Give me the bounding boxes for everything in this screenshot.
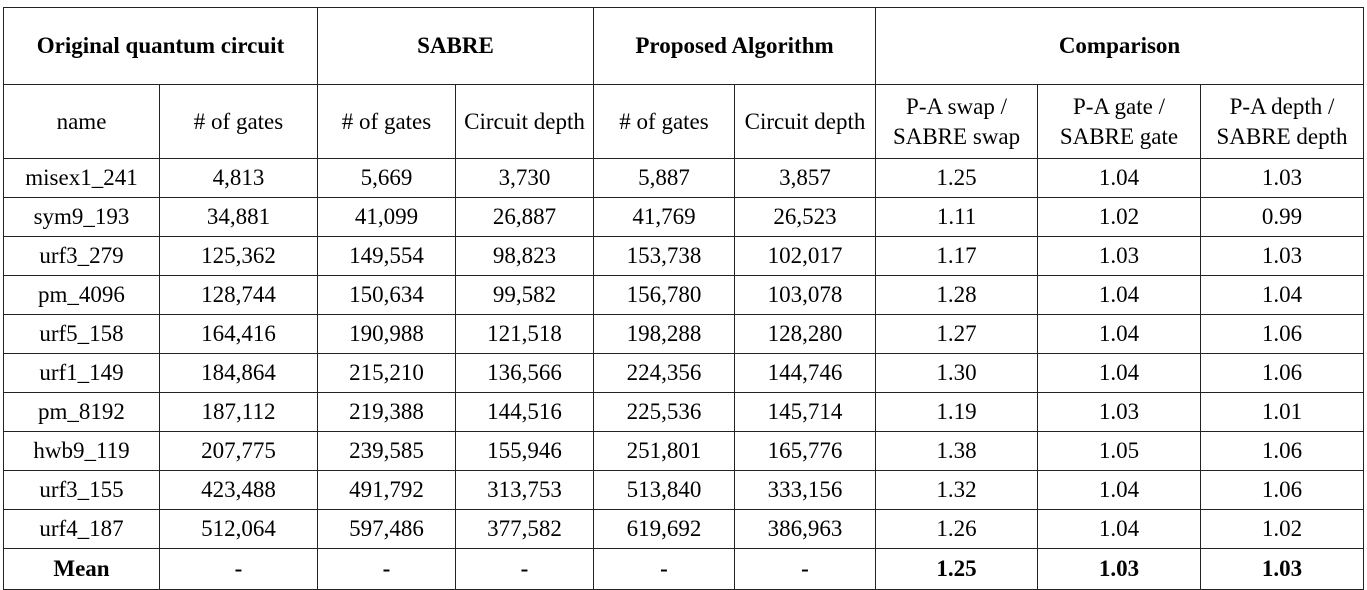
- original-gates-cell: 423,488: [160, 471, 318, 510]
- proposed-gates-cell: 619,692: [594, 510, 735, 549]
- col-header-gate-ratio: [1038, 85, 1201, 159]
- circuit-name-cell: hwb9_119: [4, 432, 160, 471]
- group-header-proposed: Proposed Algorithm: [594, 8, 876, 85]
- col-header-swap-ratio-line1: P-A swap /: [906, 93, 1007, 119]
- proposed-gates-cell: 41,769: [594, 198, 735, 237]
- table-row: [4, 237, 1364, 276]
- sabre-gates-cell: 5,669: [318, 159, 456, 198]
- circuit-name-cell: urf4_187: [4, 510, 160, 549]
- depth-ratio-cell: 1.03: [1201, 237, 1364, 276]
- original-gates-cell: 4,813: [160, 159, 318, 198]
- col-header-sabre-depth-text: Circuit depth: [464, 108, 585, 134]
- group-header-row: [4, 8, 1364, 85]
- table-row: [4, 510, 1364, 549]
- gate-ratio-cell: 1.02: [1038, 198, 1201, 237]
- col-header-proposed-gates-text: # of gates: [619, 108, 709, 134]
- proposed-depth-cell: 165,776: [735, 432, 876, 471]
- col-header-proposed-gates: [594, 85, 735, 159]
- proposed-depth-cell: 3,857: [735, 159, 876, 198]
- swap-ratio-cell: 1.25: [876, 159, 1038, 198]
- group-header-original: Original quantum circuit: [4, 8, 318, 85]
- sabre-gates-cell: 190,988: [318, 315, 456, 354]
- col-header-sabre-gates-text: # of gates: [341, 108, 432, 134]
- swap-ratio-cell: 1.30: [876, 354, 1038, 393]
- col-header-original-gates-text: # of gates: [193, 108, 284, 134]
- proposed-gates-cell: 224,356: [594, 354, 735, 393]
- table-row: [4, 276, 1364, 315]
- original-gates-cell: 512,064: [160, 510, 318, 549]
- col-header-swap-ratio-line2: SABRE swap: [892, 123, 1021, 149]
- group-header-comparison: Comparison: [876, 8, 1364, 85]
- col-header-sabre-depth: [456, 85, 594, 159]
- mean-value-cell: -: [594, 549, 735, 590]
- sabre-gates-cell: 219,388: [318, 393, 456, 432]
- proposed-depth-cell: 102,017: [735, 237, 876, 276]
- gate-ratio-cell: 1.05: [1038, 432, 1201, 471]
- sabre-depth-cell: 377,582: [456, 510, 594, 549]
- depth-ratio-cell: 1.03: [1201, 159, 1364, 198]
- sabre-depth-cell: 3,730: [456, 159, 594, 198]
- table-row: [4, 159, 1364, 198]
- sabre-depth-cell: 99,582: [456, 276, 594, 315]
- swap-ratio-cell: 1.19: [876, 393, 1038, 432]
- mean-value-cell: 1.25: [876, 549, 1038, 590]
- mean-value-cell: 1.03: [1038, 549, 1201, 590]
- swap-ratio-cell: 1.38: [876, 432, 1038, 471]
- table-row: [4, 354, 1364, 393]
- depth-ratio-cell: 1.06: [1201, 354, 1364, 393]
- proposed-gates-cell: 156,780: [594, 276, 735, 315]
- sabre-depth-cell: 98,823: [456, 237, 594, 276]
- table-row: [4, 393, 1364, 432]
- proposed-gates-cell: 5,887: [594, 159, 735, 198]
- table-body: [4, 159, 1364, 590]
- circuit-name-cell: urf3_155: [4, 471, 160, 510]
- circuit-name-cell: urf1_149: [4, 354, 160, 393]
- sabre-gates-cell: 215,210: [318, 354, 456, 393]
- proposed-depth-cell: 145,714: [735, 393, 876, 432]
- depth-ratio-cell: 1.06: [1201, 315, 1364, 354]
- proposed-gates-cell: 198,288: [594, 315, 735, 354]
- sabre-depth-cell: 136,566: [456, 354, 594, 393]
- col-header-swap-ratio: [876, 85, 1038, 159]
- mean-row: [4, 549, 1364, 590]
- original-gates-cell: 184,864: [160, 354, 318, 393]
- table-row: [4, 471, 1364, 510]
- mean-value-cell: -: [160, 549, 318, 590]
- swap-ratio-cell: 1.11: [876, 198, 1038, 237]
- sabre-gates-cell: 597,486: [318, 510, 456, 549]
- col-header-depth-ratio-line1: P-A depth /: [1229, 93, 1335, 119]
- sabre-depth-cell: 144,516: [456, 393, 594, 432]
- col-header-name: [4, 85, 160, 159]
- mean-value-cell: -: [318, 549, 456, 590]
- gate-ratio-cell: 1.03: [1038, 237, 1201, 276]
- mean-value-cell: -: [456, 549, 594, 590]
- col-header-depth-ratio-line2: SABRE depth: [1216, 123, 1348, 149]
- gate-ratio-cell: 1.04: [1038, 159, 1201, 198]
- sabre-gates-cell: 149,554: [318, 237, 456, 276]
- sabre-gates-cell: 150,634: [318, 276, 456, 315]
- mean-label-cell: Mean: [4, 549, 160, 590]
- proposed-depth-cell: 26,523: [735, 198, 876, 237]
- original-gates-cell: 187,112: [160, 393, 318, 432]
- results-table: [3, 7, 1364, 590]
- circuit-name-cell: sym9_193: [4, 198, 160, 237]
- gate-ratio-cell: 1.04: [1038, 276, 1201, 315]
- original-gates-cell: 125,362: [160, 237, 318, 276]
- swap-ratio-cell: 1.17: [876, 237, 1038, 276]
- depth-ratio-cell: 1.04: [1201, 276, 1364, 315]
- proposed-depth-cell: 128,280: [735, 315, 876, 354]
- depth-ratio-cell: 1.06: [1201, 432, 1364, 471]
- table-row: [4, 315, 1364, 354]
- col-header-original-gates: [160, 85, 318, 159]
- original-gates-cell: 207,775: [160, 432, 318, 471]
- gate-ratio-cell: 1.04: [1038, 315, 1201, 354]
- proposed-depth-cell: 333,156: [735, 471, 876, 510]
- swap-ratio-cell: 1.32: [876, 471, 1038, 510]
- circuit-name-cell: pm_4096: [4, 276, 160, 315]
- mean-value-cell: 1.03: [1201, 549, 1364, 590]
- swap-ratio-cell: 1.26: [876, 510, 1038, 549]
- original-gates-cell: 164,416: [160, 315, 318, 354]
- proposed-gates-cell: 225,536: [594, 393, 735, 432]
- depth-ratio-cell: 0.99: [1201, 198, 1364, 237]
- proposed-depth-cell: 103,078: [735, 276, 876, 315]
- proposed-gates-cell: 513,840: [594, 471, 735, 510]
- circuit-name-cell: urf3_279: [4, 237, 160, 276]
- sabre-depth-cell: 121,518: [456, 315, 594, 354]
- col-header-gate-ratio-line2: SABRE gate: [1059, 123, 1179, 149]
- col-header-proposed-depth: [735, 85, 876, 159]
- sabre-gates-cell: 239,585: [318, 432, 456, 471]
- gate-ratio-cell: 1.04: [1038, 471, 1201, 510]
- proposed-gates-cell: 153,738: [594, 237, 735, 276]
- mean-value-cell: -: [735, 549, 876, 590]
- circuit-name-cell: urf5_158: [4, 315, 160, 354]
- original-gates-cell: 128,744: [160, 276, 318, 315]
- table-row: [4, 198, 1364, 237]
- circuit-name-cell: misex1_241: [4, 159, 160, 198]
- sub-header-row: [4, 85, 1364, 159]
- sabre-depth-cell: 26,887: [456, 198, 594, 237]
- sabre-depth-cell: 155,946: [456, 432, 594, 471]
- depth-ratio-cell: 1.06: [1201, 471, 1364, 510]
- proposed-depth-cell: 144,746: [735, 354, 876, 393]
- original-gates-cell: 34,881: [160, 198, 318, 237]
- gate-ratio-cell: 1.04: [1038, 510, 1201, 549]
- col-header-sabre-gates: [318, 85, 456, 159]
- col-header-gate-ratio-line1: P-A gate /: [1073, 93, 1166, 119]
- gate-ratio-cell: 1.04: [1038, 354, 1201, 393]
- swap-ratio-cell: 1.28: [876, 276, 1038, 315]
- proposed-gates-cell: 251,801: [594, 432, 735, 471]
- table-row: [4, 432, 1364, 471]
- swap-ratio-cell: 1.27: [876, 315, 1038, 354]
- proposed-depth-cell: 386,963: [735, 510, 876, 549]
- col-header-name-text: name: [56, 108, 107, 134]
- depth-ratio-cell: 1.01: [1201, 393, 1364, 432]
- sabre-gates-cell: 491,792: [318, 471, 456, 510]
- group-header-sabre: SABRE: [318, 8, 594, 85]
- depth-ratio-cell: 1.02: [1201, 510, 1364, 549]
- col-header-depth-ratio: [1201, 85, 1364, 159]
- col-header-proposed-depth-text: Circuit depth: [744, 108, 866, 134]
- gate-ratio-cell: 1.03: [1038, 393, 1201, 432]
- sabre-depth-cell: 313,753: [456, 471, 594, 510]
- circuit-name-cell: pm_8192: [4, 393, 160, 432]
- sabre-gates-cell: 41,099: [318, 198, 456, 237]
